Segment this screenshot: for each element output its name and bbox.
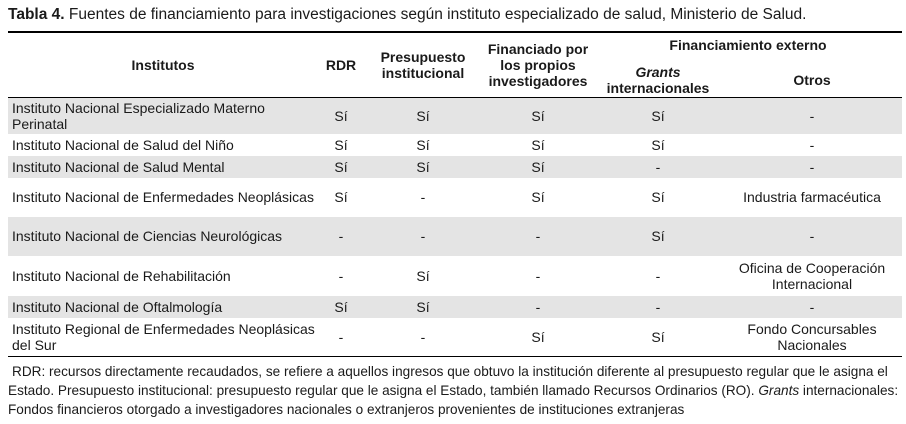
header-grants-italic: Grants (635, 64, 681, 80)
cell-financiado: Sí (531, 136, 545, 153)
cell-grants: Sí (594, 318, 722, 357)
cell-otros: Industria farmacéutica (743, 189, 881, 205)
note-grants-rest: internacionales: Fondos financieros otorgado a investigadores nacionales o extranjeros provenientes de instituciones extranjeras (8, 383, 899, 417)
cell-grants: - (594, 156, 722, 178)
cell-presupuesto: - (420, 189, 426, 205)
table-row (8, 217, 902, 256)
cell-otros: Fondo Concursables Nacionales (722, 318, 902, 357)
header-institutos: Institutos (131, 57, 195, 73)
table-body (8, 98, 902, 357)
cell-presupuesto: - (364, 217, 482, 256)
caption-text: Fuentes de financiamiento para investigaciones según instituto especializado de salud, Ministerio de Salud. (64, 6, 807, 23)
cell-financiado: - (482, 296, 594, 318)
table-row (8, 134, 902, 156)
cell-presupuesto: Sí (364, 98, 482, 134)
table-footnote (8, 362, 902, 419)
cell-presupuesto: Sí (416, 267, 430, 284)
cell-rdr: - (318, 318, 364, 357)
header-rdr: RDR (325, 57, 357, 73)
cell-instituto: Instituto Nacional de Oftalmología (8, 296, 318, 318)
cell-instituto: Instituto Nacional de Salud del Niño (12, 136, 234, 153)
cell-rdr: Sí (318, 156, 364, 178)
cell-grants: Sí (594, 98, 722, 134)
cell-rdr: Sí (318, 296, 364, 318)
cell-otros: - (722, 296, 902, 318)
cell-otros: - (722, 217, 902, 256)
cell-otros: - (722, 98, 902, 134)
header-presupuesto: Presupuesto institucional (380, 49, 466, 81)
cell-instituto: Instituto Nacional de Ciencias Neurológicas (8, 217, 318, 256)
table-row (8, 296, 902, 318)
cell-rdr: - (338, 267, 344, 284)
cell-financiado: Sí (482, 156, 594, 178)
cell-financiado: Sí (531, 189, 545, 205)
header-financiamiento-externo: Financiamiento externo (669, 37, 827, 53)
cell-instituto: Instituto Nacional de Salud Mental (8, 156, 318, 178)
cell-instituto: Instituto Nacional de Rehabilitación (12, 267, 231, 284)
table-row (8, 156, 902, 178)
cell-otros: - (722, 156, 902, 178)
header-grants-rest: internacionales (606, 80, 710, 96)
cell-rdr: Sí (334, 136, 348, 153)
note-grants-italic: Grants (758, 383, 800, 398)
table-header (8, 32, 902, 98)
cell-presupuesto: Sí (364, 156, 482, 178)
cell-presupuesto: Sí (364, 296, 482, 318)
cell-rdr: - (318, 217, 364, 256)
cell-rdr: Sí (334, 189, 348, 205)
table-row (8, 318, 902, 357)
table-row (8, 178, 902, 217)
note-rdr: RDR: recursos directamente recaudados, se refiere a aquellos ingresos que obtuvo la institución diferente al presupuesto regular que le asigna el Estado. (8, 364, 888, 398)
cell-financiado: Sí (482, 318, 594, 357)
cell-grants: Sí (651, 136, 665, 153)
cell-instituto: Instituto Nacional de Enfermedades Neoplásicas (12, 189, 314, 205)
cell-financiado: - (482, 217, 594, 256)
caption-label: Tabla 4. (8, 6, 65, 23)
cell-grants: - (594, 296, 722, 318)
cell-financiado: - (535, 267, 541, 284)
header-otros: Otros (793, 72, 831, 88)
cell-financiado: Sí (482, 98, 594, 134)
cell-instituto: Instituto Regional de Enfermedades Neoplásicas del Sur (8, 318, 318, 357)
cell-presupuesto: - (364, 318, 482, 357)
table-row (8, 256, 902, 296)
funding-table (8, 31, 902, 357)
header-grants (594, 63, 722, 98)
cell-grants: Sí (594, 217, 722, 256)
cell-presupuesto: Sí (416, 136, 430, 153)
header-financiado: Financiado por los propios investigadores (487, 41, 589, 89)
note-presupuesto: Presupuesto institucional: presupuesto regular que le asigna el Estado, también llamado Recursos Ordinarios (RO). (57, 383, 755, 398)
table-caption (8, 6, 806, 24)
cell-otros: - (809, 136, 815, 153)
cell-instituto: Instituto Nacional Especializado Materno Perinatal (8, 98, 318, 134)
table-row (8, 98, 902, 134)
cell-rdr: Sí (318, 98, 364, 134)
cell-grants: - (655, 267, 661, 284)
cell-otros: Oficina de Cooperación Internacional (738, 259, 886, 292)
cell-grants: Sí (651, 189, 665, 205)
